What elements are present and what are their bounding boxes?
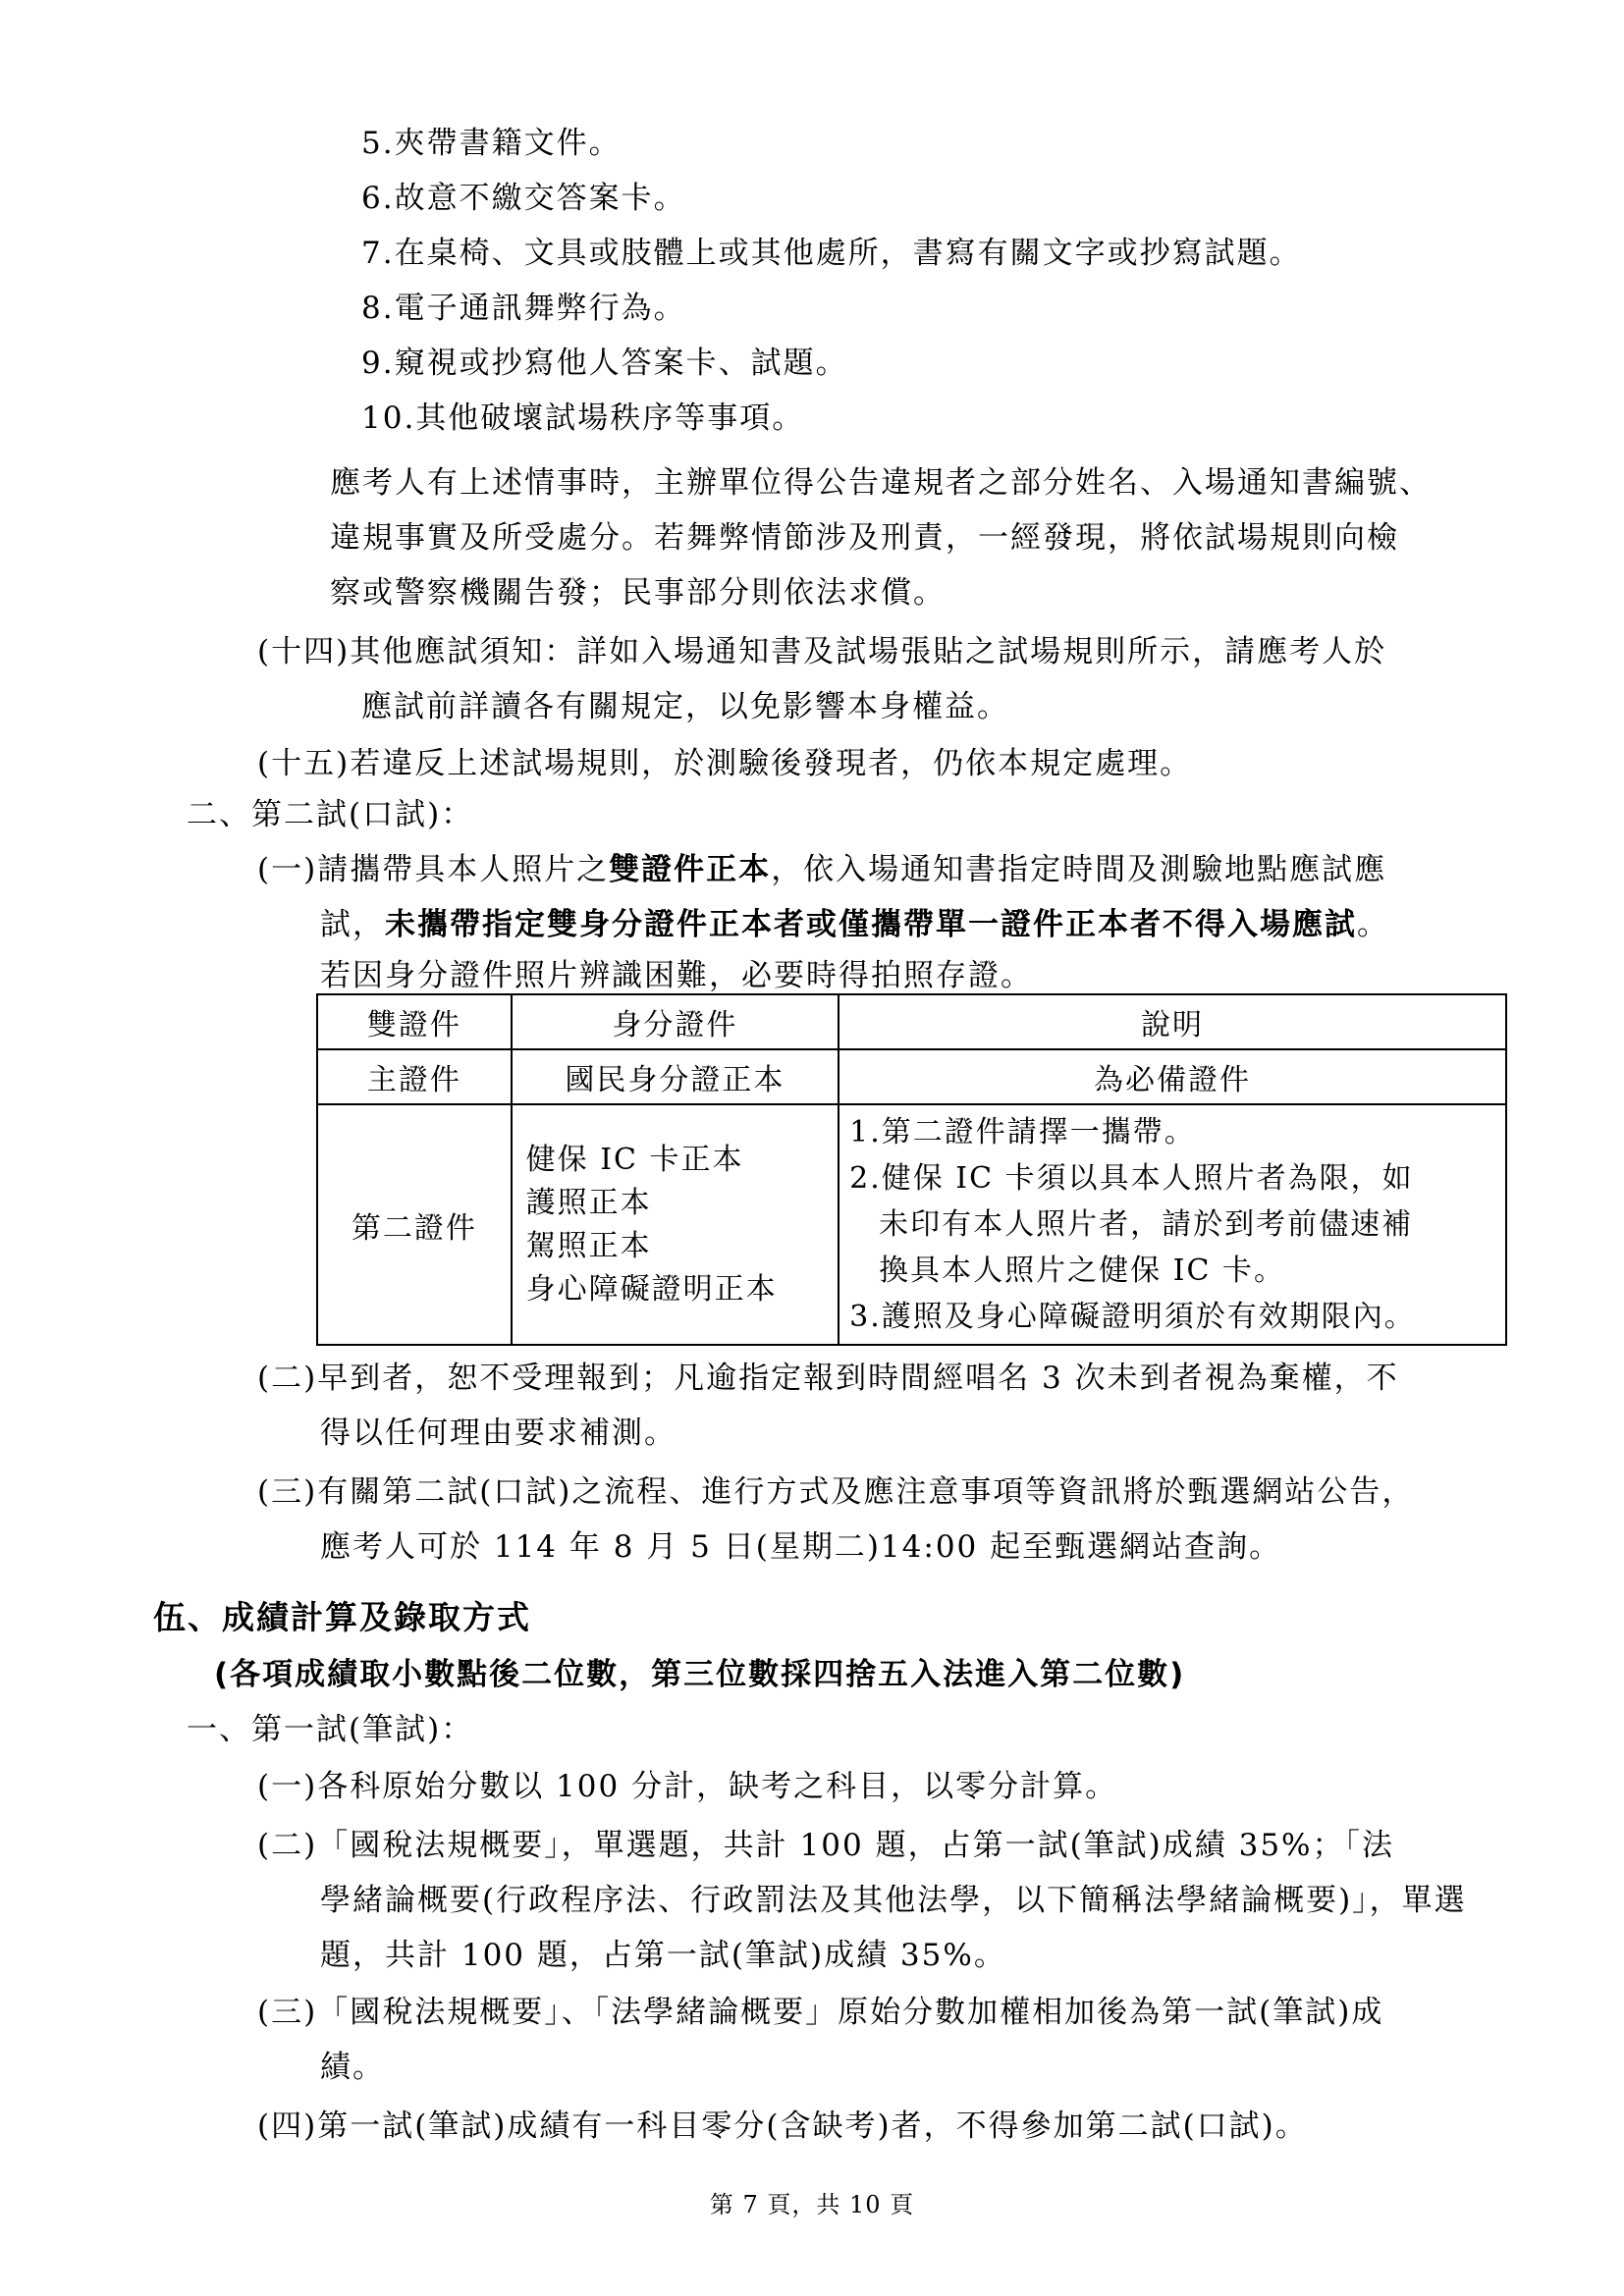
note-item: 1.第二證件請擇一攜帶。 bbox=[849, 1115, 1196, 1149]
table-row bbox=[317, 1104, 1506, 1345]
score-item-1: (一)各科原始分數以 100 分計，缺考之科目，以零分計算。 bbox=[257, 1769, 1118, 1804]
item-14-line-2: 應試前詳讀各有關規定，以免影響本身權益。 bbox=[361, 689, 1009, 724]
penalty-line-1: 應考人有上述情事時，主辦單位得公告違規者之部分姓名、入場通知書編號、 bbox=[330, 465, 1432, 501]
rule-item-8: 8.電子通訊舞弊行為。 bbox=[361, 291, 686, 326]
penalty-line-2: 違規事實及所受處分。若舞弊情節涉及刑責，一經發現，將依試場規則向檢 bbox=[330, 520, 1399, 556]
rule-item-10: 10.其他破壞試場秩序等事項。 bbox=[361, 400, 805, 436]
note-item: 未印有本人照片者，請於到考前儘速補 bbox=[879, 1207, 1414, 1242]
table-cell-notes bbox=[839, 1104, 1506, 1345]
doc-item: 健保 IC 卡正本 bbox=[525, 1142, 744, 1177]
section-5-heading: 伍、成績計算及錄取方式 bbox=[153, 1598, 531, 1636]
doc-item: 護照正本 bbox=[525, 1185, 652, 1220]
oral-item-1-line-2 bbox=[320, 905, 1389, 944]
written-exam-heading: 一、第一試(筆試)： bbox=[187, 1712, 474, 1747]
note-item: 2.健保 IC 卡須以具本人照片者為限，如 bbox=[849, 1161, 1414, 1196]
table-header: 說明 bbox=[839, 994, 1506, 1049]
score-item-3-line-2: 績。 bbox=[320, 2050, 385, 2085]
note-item: 換具本人照片之健保 IC 卡。 bbox=[879, 1254, 1285, 1288]
oral-item-1-post: ，依入場通知書指定時間及測驗地點應試應 bbox=[771, 852, 1387, 887]
id-document-table bbox=[316, 993, 1507, 1346]
penalty-line-3: 察或警察機關告發；民事部分則依法求償。 bbox=[330, 575, 946, 611]
oral-item-1-line-1 bbox=[257, 850, 1386, 889]
score-item-3-line-1: (三)「國稅法規概要」、「法學緒論概要」原始分數加權相加後為第一試(筆試)成 bbox=[257, 1995, 1384, 2030]
table-cell: 主證件 bbox=[317, 1049, 512, 1104]
score-item-4: (四)第一試(筆試)成績有一科目零分(含缺考)者，不得參加第二試(口試)。 bbox=[257, 2109, 1308, 2144]
table-cell: 國民身分證正本 bbox=[512, 1049, 839, 1104]
oral-item-2-line-2: 得以任何理由要求補測。 bbox=[320, 1415, 677, 1451]
oral-item-3-line-2: 應考人可於 114 年 8 月 5 日(星期二)14:00 起至甄選網站查詢。 bbox=[320, 1529, 1282, 1565]
page-number-footer: 第 7 頁，共 10 頁 bbox=[709, 2191, 915, 2218]
oral-exam-heading: 二、第二試(口試)： bbox=[187, 797, 474, 832]
oral-item-1-line-3: 若因身分證件照片辨識困難，必要時得拍照存證。 bbox=[320, 958, 1033, 993]
oral-item-1-l2-pre: 試， bbox=[320, 907, 385, 942]
item-14-line-1: (十四)其他應試須知：詳如入場通知書及試場張貼之試場規則所示，請應考人於 bbox=[257, 634, 1387, 669]
rule-item-7: 7.在桌椅、文具或肢體上或其他處所，書寫有關文字或抄寫試題。 bbox=[361, 236, 1302, 271]
table-header-row bbox=[317, 994, 1506, 1049]
item-15: (十五)若違反上述試場規則，於測驗後發現者，仍依本規定處理。 bbox=[257, 746, 1193, 781]
score-item-2-line-3: 題，共計 100 題，占第一試(筆試)成績 35%。 bbox=[320, 1938, 1006, 1973]
table-cell-docs bbox=[512, 1104, 839, 1345]
table-header: 身分證件 bbox=[512, 994, 839, 1049]
doc-item: 身心障礙證明正本 bbox=[525, 1271, 778, 1307]
oral-item-1-l2-bold: 未攜帶指定雙身分證件正本者或僅攜帶單一證件正本者不得入場應試 bbox=[385, 907, 1357, 942]
oral-item-1-pre: (一)請攜帶具本人照片之 bbox=[257, 852, 610, 887]
table-cell: 第二證件 bbox=[317, 1104, 512, 1345]
table-row bbox=[317, 1049, 1506, 1104]
oral-item-2-line-1: (二)早到者，恕不受理報到；凡逾指定報到時間經唱名 3 次未到者視為棄權，不 bbox=[257, 1361, 1399, 1396]
rule-item-6: 6.故意不繳交答案卡。 bbox=[361, 181, 686, 216]
table-header: 雙證件 bbox=[317, 994, 512, 1049]
rule-item-9: 9.窺視或抄寫他人答案卡、試題。 bbox=[361, 346, 848, 381]
oral-item-3-line-1: (三)有關第二試(口試)之流程、進行方式及應注意事項等資訊將於甄選網站公告， bbox=[257, 1474, 1415, 1510]
table-cell: 為必備證件 bbox=[839, 1049, 1506, 1104]
rule-item-5: 5.夾帶書籍文件。 bbox=[361, 126, 622, 161]
oral-item-1-l2-post: 。 bbox=[1357, 907, 1389, 942]
score-item-2-line-1: (二)「國稅法規概要」，單選題，共計 100 題，占第一試(筆試)成績 35%；「法 bbox=[257, 1828, 1395, 1863]
oral-item-1-bold: 雙證件正本 bbox=[609, 852, 772, 887]
rounding-note: (各項成績取小數點後二位數，第三位數採四捨五入法進入第二位數) bbox=[214, 1657, 1186, 1692]
note-item: 3.護照及身心障礙證明須於有效期限內。 bbox=[849, 1300, 1416, 1334]
doc-item: 駕照正本 bbox=[525, 1228, 652, 1263]
score-item-2-line-2: 學緒論概要(行政程序法、行政罰法及其他法學，以下簡稱法學緒論概要)」，單選 bbox=[320, 1883, 1467, 1918]
